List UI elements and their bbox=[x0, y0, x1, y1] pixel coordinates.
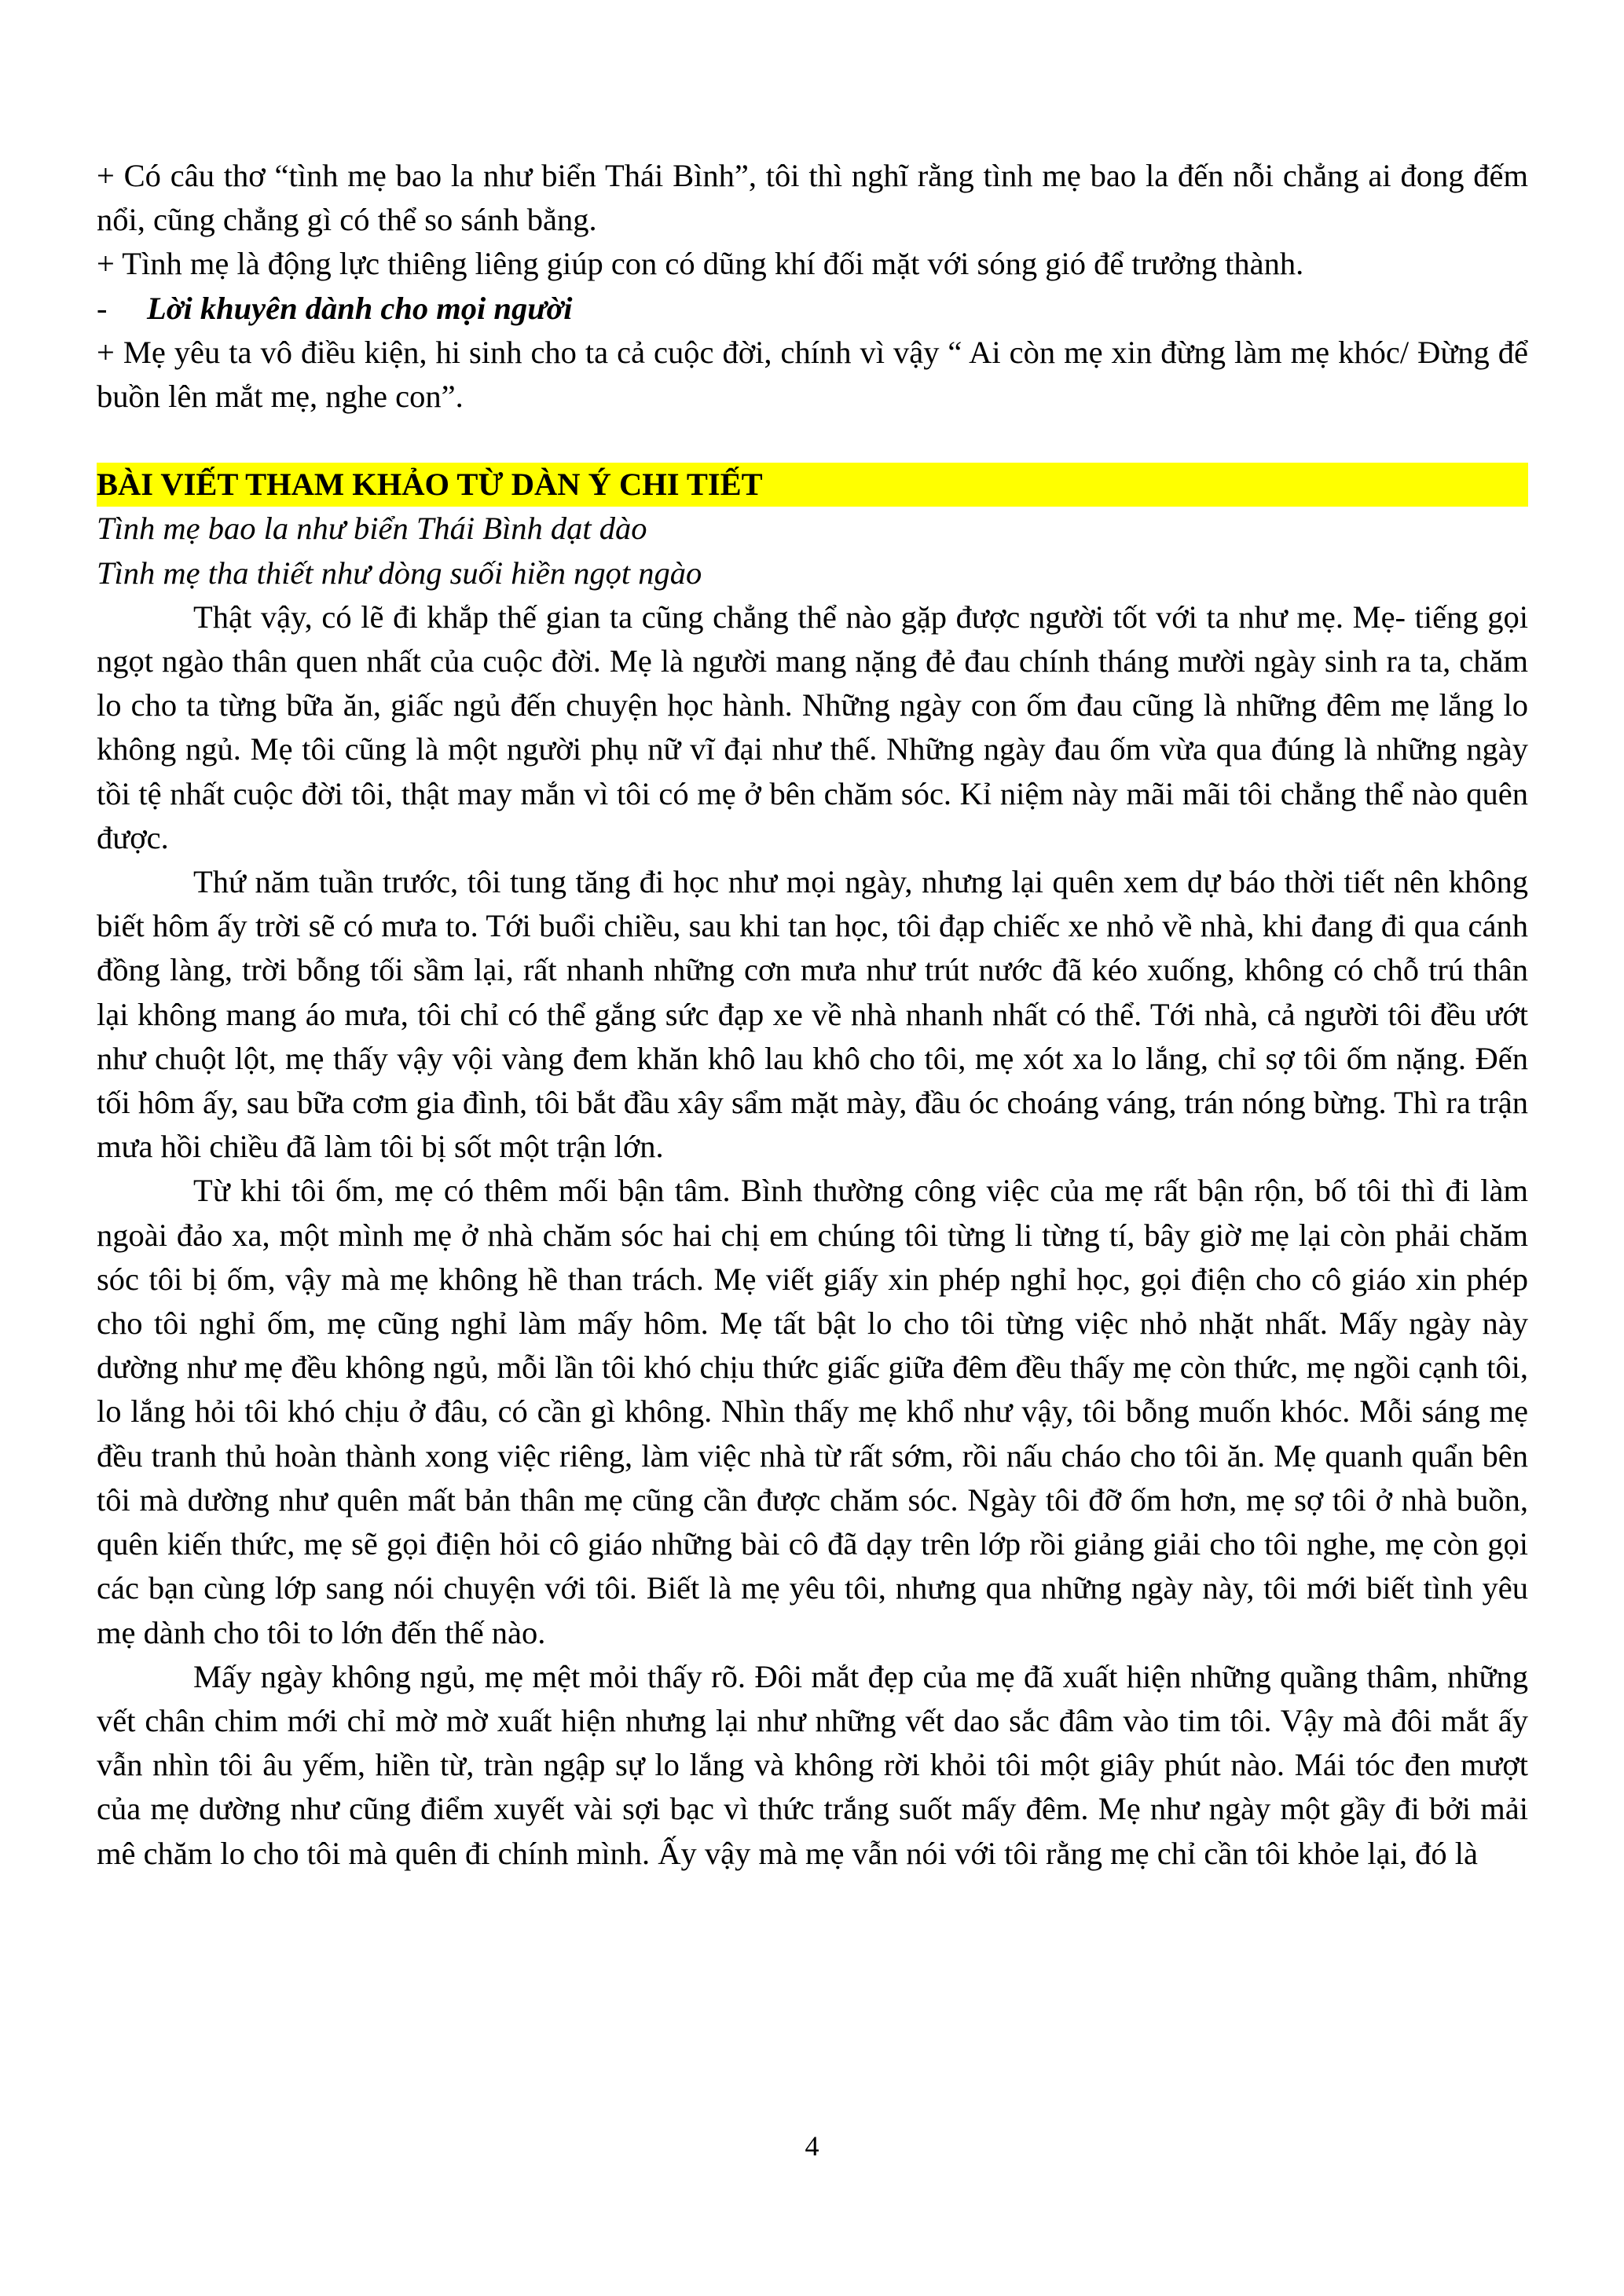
paragraph-2: Thứ năm tuần trước, tôi tung tăng đi học như mọi ngày, nhưng lại quên xem dự báo thời tiết nên không biết hôm ấy trời sẽ có mưa to. Tới buổi chiều, sau khi tan học, tôi đạp chiếc xe nhỏ về nhà, khi đang đi qua cánh đồng làng, trời bỗng tối sầm lại, rất nhanh những cơn mưa như trút nước đã kéo xuống, không có chỗ trú thân lại không mang áo mưa, tôi chỉ có thể gắng sức đạp xe về nhà nhanh nhất có thể. Tới nhà, cả người tôi đều ướt như chuột lột, mẹ thấy vậy vội vàng đem khăn khô lau khô cho tôi, mẹ xót xa lo lắng, chỉ sợ tôi ốm nặng. Đến tối hôm ấy, sau bữa cơm gia đình, tôi bắt đầu xây sẩm mặt mày, đầu óc choáng váng, trán nóng bừng. Thì ra trận mưa hồi chiều đã làm tôi bị sốt một trận lớn. bbox=[97, 864, 1528, 1165]
document-body bbox=[97, 154, 1528, 1876]
paragraph-3: Từ khi tôi ốm, mẹ có thêm mối bận tâm. Bình thường công việc của mẹ rất bận rộn, bố tôi thì đi làm ngoài đảo xa, một mình mẹ ở nhà chăm sóc hai chị em chúng tôi từng li từng tí, bây giờ mẹ lại còn phải chăm sóc tôi bị ốm, vậy mà mẹ không hề than trách. Mẹ viết giấy xin phép nghỉ học, gọi điện cho cô giáo xin phép cho tôi nghỉ ốm, mẹ cũng nghỉ làm mấy hôm. Mẹ tất bật lo cho tôi từng việc nhỏ nhặt nhất. Mấy ngày này dường như mẹ đều không ngủ, mỗi lần tôi khó chịu thức giấc giữa đêm đều thấy mẹ còn thức, mẹ ngồi cạnh tôi, lo lắng hỏi tôi khó chịu ở đâu, có cần gì không. Nhìn thấy mẹ khổ như vậy, tôi bỗng muốn khóc. Mỗi sáng mẹ đều tranh thủ hoàn thành xong việc riêng, làm việc nhà từ rất sớm, rồi nấu cháo cho tôi ăn. Mẹ quanh quẩn bên tôi mà dường như quên mất bản thân mẹ cũng cần được chăm sóc. Ngày tôi đỡ ốm hơn, mẹ sợ tôi ở nhà buồn, quên kiến thức, mẹ sẽ gọi điện hỏi cô giáo những bài cô đã dạy trên lớp rồi giảng giải cho tôi nghe, mẹ còn gọi các bạn cùng lớp sang nói chuyện với tôi. Biết là mẹ yêu tôi, nhưng qua những ngày này, tôi mới biết tình yêu mẹ dành cho tôi to lớn đến thế nào. bbox=[97, 1173, 1528, 1650]
page-number: 4 bbox=[805, 2130, 819, 2162]
spacer bbox=[97, 419, 1528, 463]
paragraph-1: Thật vậy, có lẽ đi khắp thế gian ta cũng chẳng thể nào gặp được người tốt với ta như mẹ. Mẹ- tiếng gọi ngọt ngào thân quen nhất của cuộc đời. Mẹ là người mang nặng đẻ đau chính tháng mười ngày sinh ra ta, chăm lo cho ta từng bữa ăn, giấc ngủ đến chuyện học hành. Những ngày con ốm đau cũng là những đêm mẹ lắng lo không ngủ. Mẹ tôi cũng là một người phụ nữ vĩ đại như thế. Những ngày đau ốm vừa qua đúng là những ngày tồi tệ nhất cuộc đời tôi, thật may mắn vì tôi có mẹ ở bên chăm sóc. Kỉ niệm này mãi mãi tôi chẳng thể nào quên được. bbox=[97, 599, 1528, 855]
intro-line-1: + Có câu thơ “tình mẹ bao la như biển Thái Bình”, tôi thì nghĩ rằng tình mẹ bao la đến nỗi chẳng ai đong đếm nổi, cũng chẳng gì có thể so sánh bằng. bbox=[97, 158, 1528, 238]
section-heading: BÀI VIẾT THAM KHẢO TỪ DÀN Ý CHI TIẾT bbox=[97, 463, 1528, 507]
bullet-dash: - bbox=[97, 290, 108, 326]
intro-line-3: + Mẹ yêu ta vô điều kiện, hi sinh cho ta cả cuộc đời, chính vì vậy “ Ai còn mẹ xin đừng làm mẹ khóc/ Đừng để buồn lên mắt mẹ, nghe con”. bbox=[97, 334, 1528, 415]
paragraph-4: Mấy ngày không ngủ, mẹ mệt mỏi thấy rõ. Đôi mắt đẹp của mẹ đã xuất hiện những quầng thâm, những vết chân chim mới chỉ mờ mờ xuất hiện nhưng lại như những vết dao sắc đâm vào tim tôi. Vậy mà đôi mắt ấy vẫn nhìn tôi âu yếm, hiền từ, tràn ngập sự lo lắng và không rời khỏi tôi một giây phút nào. Mái tóc đen mượt của mẹ dường như cũng điểm xuyết vài sợi bạc vì thức trắng suốt mấy đêm. Mẹ như ngày một gầy đi bởi mải mê chăm lo cho tôi mà quên đi chính mình. Ấy vậy mà mẹ vẫn nói với tôi rằng mẹ chỉ cần tôi khỏe lại, đó là bbox=[97, 1658, 1528, 1871]
poem-line-2: Tình mẹ tha thiết như dòng suối hiền ngọt ngào bbox=[97, 555, 702, 591]
advice-label: Lời khuyên dành cho mọi người bbox=[147, 290, 573, 326]
intro-line-2: + Tình mẹ là động lực thiêng liêng giúp con có dũng khí đối mặt với sóng gió để trưởng thành. bbox=[97, 246, 1304, 282]
advice-bullet bbox=[97, 287, 1528, 331]
poem-line-1: Tình mẹ bao la như biển Thái Bình dạt dào bbox=[97, 511, 647, 547]
